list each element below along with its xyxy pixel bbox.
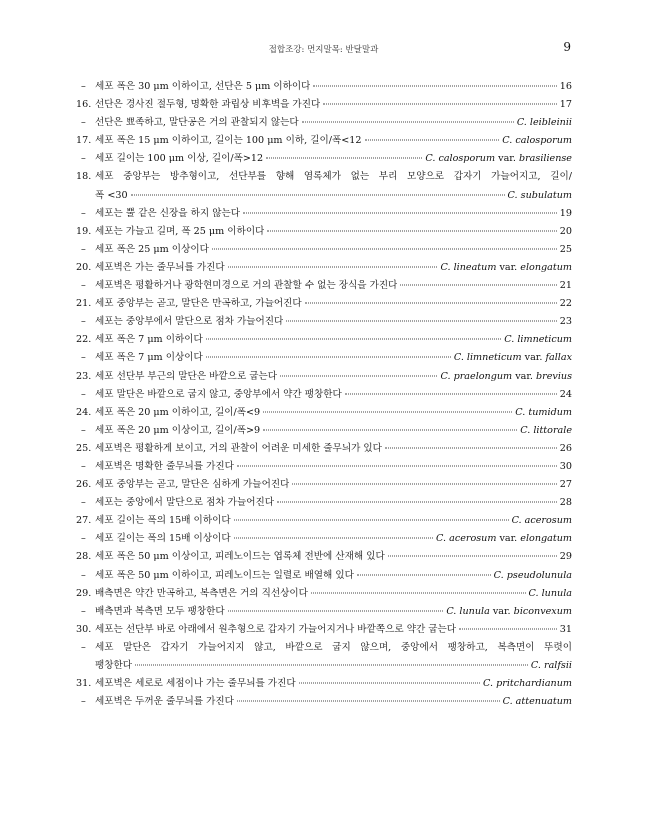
couplet-number: 18. [76, 171, 92, 183]
rank-abbreviation: var. [499, 261, 518, 273]
taxon-name: C. leibleinii [516, 117, 572, 129]
key-couplet-alternative [76, 639, 572, 675]
next-couplet-number: 19 [559, 207, 572, 219]
dot-leader [280, 375, 437, 376]
key-text: 세포 길이는 폭의 15배 이상이다 [95, 533, 231, 545]
key-text: 배측면은 약간 만곡하고, 복측면은 거의 직선상이다 [95, 587, 308, 599]
key-text: 선단은 경사진 절두형, 명확한 과립상 비후벽을 가진다 [95, 99, 321, 111]
dot-leader [459, 628, 557, 629]
taxon-species: C. acerosum [436, 533, 497, 545]
taxon-name [454, 349, 572, 367]
taxon-variety-epithet: brevius [536, 370, 572, 382]
couplet-number: 22. [76, 334, 92, 346]
key-couplet-alternative [76, 78, 572, 96]
rank-abbreviation: var. [515, 370, 533, 382]
couplet-number: 19. [76, 225, 92, 237]
dot-leader [286, 321, 556, 322]
alternative-dash: – [81, 280, 86, 292]
key-couplet-lead [76, 331, 572, 349]
dot-leader [263, 429, 517, 430]
key-couplet-alternative [76, 494, 572, 512]
taxon-name: C. acerosum [511, 515, 572, 527]
couplet-number: 17. [76, 135, 92, 147]
dot-leader [135, 665, 528, 666]
dot-leader [305, 303, 557, 304]
taxon-name [446, 603, 572, 621]
key-couplet-alternative [76, 277, 572, 295]
key-text: 세포는 중앙부에서 말단으로 점차 가늘어진다 [95, 316, 284, 328]
key-couplet-alternative [76, 205, 572, 223]
key-text: 세포 말단은 바깥으로 굽지 않고, 중앙부에서 약간 팽창한다 [95, 388, 342, 400]
taxon-species: C. calosporum [425, 153, 496, 165]
dot-leader [277, 502, 557, 503]
taxon-species: C. limneticum [453, 352, 522, 364]
key-text: 세포는 중앙에서 말단으로 점차 가늘어진다 [95, 497, 275, 509]
running-header: 접합조강: 먼지말목: 반달말과 [268, 45, 379, 55]
taxon-name: C. tumidum [515, 406, 572, 418]
key-couplet-lead [76, 621, 572, 639]
key-text: 세포는 뿔 같은 신장을 하지 않는다 [95, 207, 240, 219]
alternative-dash: – [81, 460, 86, 472]
key-text: 세포 폭은 20 μm 이상이고, 길이/폭>9 [95, 424, 261, 436]
next-couplet-number: 30 [559, 460, 572, 472]
key-couplet-alternative [76, 150, 572, 168]
couplet-number: 21. [76, 298, 92, 310]
dot-leader [385, 447, 557, 448]
key-couplet-lead [76, 440, 572, 458]
key-text: 세포 폭은 7 μm 이상이다 [95, 352, 203, 364]
taxon-name [440, 368, 572, 386]
key-couplet-lead [76, 476, 572, 494]
alternative-dash: – [81, 497, 86, 509]
key-couplet-alternative [76, 530, 572, 548]
next-couplet-number: 26 [559, 442, 572, 454]
dot-leader [299, 683, 480, 684]
alternative-dash: – [81, 117, 86, 129]
taxon-name: C. pritchardianum [483, 678, 572, 690]
key-text: 세포벽은 명확한 줄무늬를 가진다 [95, 460, 234, 472]
key-couplet-lead [76, 368, 572, 386]
next-couplet-number: 23 [559, 316, 572, 328]
dot-leader [302, 122, 514, 123]
couplet-number: 27. [76, 515, 92, 527]
couplet-number: 26. [76, 479, 92, 491]
key-couplet-lead [76, 585, 572, 603]
rank-abbreviation: var. [499, 533, 518, 545]
dot-leader [267, 230, 556, 231]
key-text: 세포 폭은 15 μm 이하이고, 길이는 100 μm 이하, 길이/폭<12 [95, 135, 362, 147]
taxon-species: C. lineatum [440, 261, 497, 273]
key-text: 세포벽은 가는 줄무늬를 가진다 [95, 261, 225, 273]
key-text: 세포 길이는 폭의 15배 이하이다 [95, 515, 231, 527]
key-couplet-lead [76, 512, 572, 530]
key-text: 세포 폭은 25 μm 이상이다 [95, 243, 209, 255]
key-text: 선단은 뾰족하고, 말단공은 거의 관찰되지 않는다 [95, 117, 299, 129]
taxon-variety-epithet: brasiliense [518, 153, 572, 165]
alternative-dash: – [81, 424, 86, 436]
rank-abbreviation: var. [524, 352, 543, 364]
couplet-number: 28. [76, 551, 92, 563]
dot-leader [228, 266, 438, 267]
key-text: 세포 길이는 100 μm 이상, 길이/폭>12 [95, 153, 264, 165]
key-couplet-lead [76, 223, 572, 241]
key-couplet-alternative [76, 603, 572, 621]
key-text: 세포벽은 세로로 세점이나 가는 줄무늬를 가진다 [95, 678, 296, 690]
dot-leader [292, 484, 556, 485]
key-couplet-alternative [76, 241, 572, 259]
key-text: 팽창한다 [95, 660, 133, 671]
key-couplet-lead [76, 96, 572, 114]
dot-leader [323, 104, 557, 105]
couplet-number: 31. [76, 678, 92, 690]
alternative-dash: – [81, 533, 86, 545]
alternative-dash: – [81, 388, 86, 400]
key-couplet-alternative [76, 458, 572, 476]
taxon-name: C. subulatum [507, 189, 572, 201]
dot-leader [357, 574, 491, 575]
couplet-number: 16. [76, 99, 92, 111]
key-text: 세포벽은 평활하거나 광학현미경으로 거의 관찰할 수 없는 장식을 가진다 [95, 280, 398, 292]
key-couplet-lead [76, 295, 572, 313]
rank-abbreviation: var. [498, 153, 516, 165]
key-text: 세포는 선단부 바로 아래에서 원추형으로 갑자기 가늘어지거나 바깥쪽으로 약간 굽는다 [95, 623, 457, 635]
rank-abbreviation: var. [492, 605, 511, 617]
taxon-name [425, 150, 572, 168]
couplet-number: 20. [76, 261, 92, 273]
key-text: 세포 폭은 50 μm 이상이고, 피레노이드는 엽록체 전반에 산재해 있다 [95, 551, 385, 563]
alternative-dash: – [81, 207, 86, 219]
key-couplet-lead [76, 675, 572, 693]
taxon-name: C. lunula [528, 587, 572, 599]
next-couplet-number: 29 [559, 551, 572, 563]
taxon-variety-epithet: fallax [545, 352, 572, 364]
next-couplet-number: 16 [559, 81, 572, 92]
taxon-name [436, 530, 572, 548]
key-text: 세포 폭은 30 μm 이하이고, 선단은 5 μm 이하이다 [95, 81, 311, 92]
dot-leader [311, 592, 526, 593]
dot-leader [212, 248, 557, 249]
taxon-name: C. attenuatum [502, 696, 572, 708]
next-couplet-number: 28 [559, 497, 572, 509]
key-couplet-lead [76, 132, 572, 150]
key-text: 세포벽은 평활하게 보이고, 거의 관찰이 어려운 미세한 줄무늬가 있다 [95, 442, 382, 454]
taxon-name: C. ralfsii [530, 660, 572, 671]
alternative-dash: – [81, 316, 86, 328]
next-couplet-number: 31 [559, 623, 572, 635]
key-couplet-lead [76, 259, 572, 277]
taxon-variety-epithet: biconvexum [513, 605, 572, 617]
dot-leader [237, 701, 500, 702]
taxon-name: C. calosporum [502, 135, 572, 147]
key-couplet-alternative [76, 114, 572, 132]
key-couplet-alternative [76, 386, 572, 404]
key-text-line: 세포 중앙부는 방추형이고, 선단부를 향해 염록체가 없는 부리 모양으로 갑자기 가늘어지고, 길이/ [95, 171, 572, 183]
dot-leader [266, 158, 422, 159]
couplet-number: 23. [76, 370, 92, 382]
key-text: 세포는 가늘고 길며, 폭 25 μm 이하이다 [95, 225, 265, 237]
key-couplet-alternative [76, 567, 572, 585]
key-text: 세포 폭은 20 μm 이하이고, 길이/폭<9 [95, 406, 261, 418]
next-couplet-number: 20 [559, 225, 572, 237]
alternative-dash: – [81, 605, 86, 617]
key-text: 세포 폭은 7 μm 이하이다 [95, 334, 203, 346]
dot-leader [206, 357, 451, 358]
dot-leader [365, 140, 500, 141]
taxon-name: C. limneticum [504, 334, 572, 346]
next-couplet-number: 17 [559, 99, 572, 111]
next-couplet-number: 25 [559, 243, 572, 255]
alternative-dash: – [81, 81, 86, 92]
dot-leader [313, 86, 556, 87]
couplet-number: 24. [76, 406, 92, 418]
key-couplet-lead [76, 548, 572, 566]
taxon-name: C. pseudolunula [493, 569, 572, 581]
taxon-species: C. praelongum [440, 370, 513, 382]
next-couplet-number: 21 [559, 280, 572, 292]
alternative-dash: – [81, 153, 86, 165]
next-couplet-number: 24 [559, 388, 572, 400]
taxon-variety-epithet: elongatum [520, 533, 572, 545]
taxon-name: C. littorale [520, 424, 572, 436]
alternative-dash: – [81, 641, 86, 653]
alternative-dash: – [81, 569, 86, 581]
dot-leader [243, 212, 557, 213]
dot-leader [206, 339, 501, 340]
key-couplet-lead [76, 168, 572, 204]
dot-leader [131, 194, 505, 195]
key-couplet-alternative [76, 349, 572, 367]
dot-leader [234, 520, 509, 521]
dot-leader [388, 556, 557, 557]
key-text: 배측면과 복측면 모두 팽창한다 [95, 605, 225, 617]
taxon-name [440, 259, 572, 277]
dot-leader [345, 393, 557, 394]
key-couplet-alternative [76, 693, 572, 711]
key-text: 세포 폭은 50 μm 이하이고, 피레노이드는 일렬로 배열해 있다 [95, 569, 354, 581]
dot-leader [263, 411, 512, 412]
page-number: 9 [563, 40, 571, 54]
key-text: 폭 <30 [95, 189, 128, 201]
identification-key [76, 78, 572, 711]
key-couplet-alternative [76, 313, 572, 331]
taxon-variety-epithet: elongatum [520, 261, 572, 273]
key-text-line: 세포 말단은 갑자기 가늘어지지 않고, 바깥으로 굽지 않으며, 중앙에서 팽창하고, 복측면이 뚜렷이 [95, 641, 572, 653]
next-couplet-number: 27 [559, 479, 572, 491]
dot-leader [234, 538, 433, 539]
key-couplet-alternative [76, 422, 572, 440]
couplet-number: 25. [76, 442, 92, 454]
dot-leader [237, 465, 557, 466]
alternative-dash: – [81, 243, 86, 255]
alternative-dash: – [81, 696, 86, 708]
couplet-number: 30. [76, 623, 92, 635]
dot-leader [228, 610, 444, 611]
key-text: 세포 중앙부는 곧고, 말단은 심하게 가늘어진다 [95, 479, 290, 491]
key-text: 세포벽은 두꺼운 줄무늬를 가진다 [95, 696, 234, 708]
taxon-species: C. lunula [446, 605, 490, 617]
next-couplet-number: 22 [559, 298, 572, 310]
key-text: 세포 선단부 부근의 말단은 바깥으로 굽는다 [95, 370, 278, 382]
dot-leader [400, 285, 556, 286]
key-couplet-lead [76, 404, 572, 422]
couplet-number: 29. [76, 587, 92, 599]
key-text: 세포 중앙부는 곧고, 말단은 만곡하고, 가늘어진다 [95, 298, 302, 310]
alternative-dash: – [81, 352, 86, 364]
